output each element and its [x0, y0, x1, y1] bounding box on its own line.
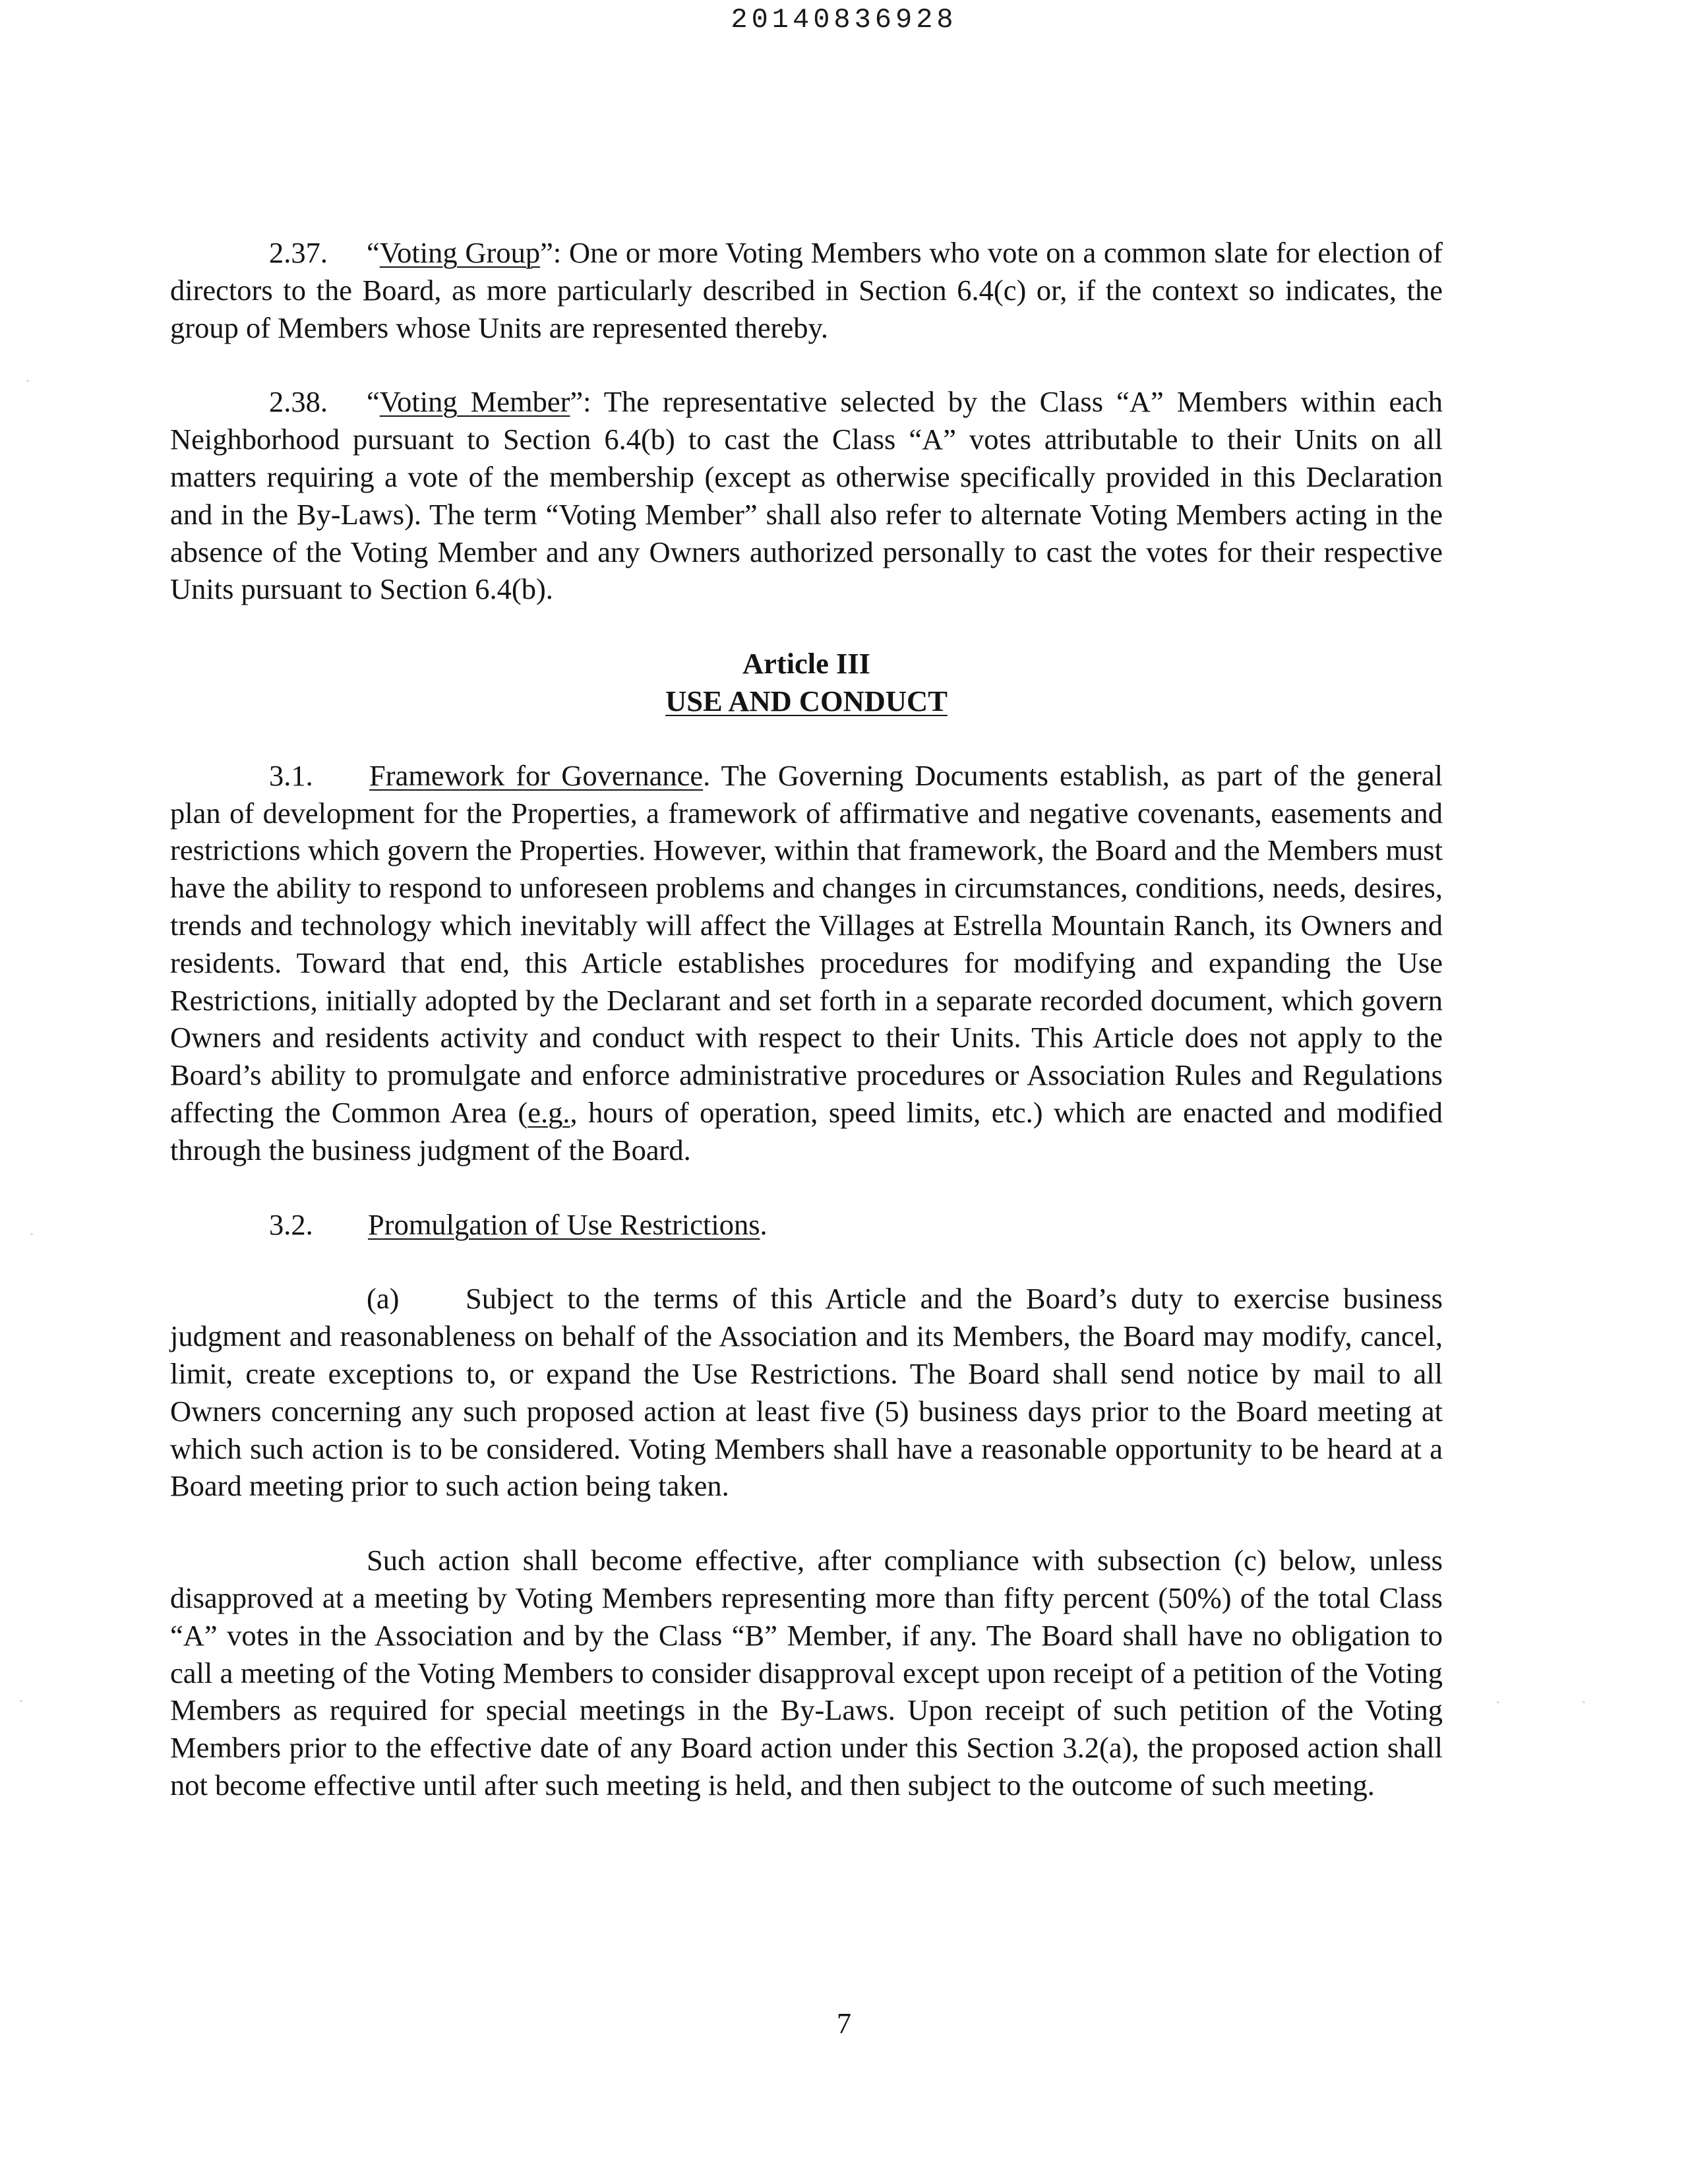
scan-speck: [1582, 1701, 1585, 1703]
section-number: 2.37.: [269, 236, 328, 269]
section-2-38: [170, 383, 1443, 608]
scan-speck: [1497, 1701, 1499, 1703]
subsection-label: (a): [367, 1282, 400, 1316]
quote-close: ”: [540, 236, 553, 269]
section-text-part-1: . The Governing Documents establish, as part of the general plan of development for the Properties, a framework of affirmative and negative covenants, easements and restrictions which govern the Properties. However, within that framework, the Board and the Members must have the ability to respond to unforeseen problems and changes in circumstances, conditions, needs, desires, trends and technology which inevitably will affect the Villages at Estrella Mountain Ranch, its Owners and residents. Toward that end, this Article establishes procedures for modifying and expanding the Use Restrictions, initially adopted by the Declarant and set forth in a separate recorded document, which govern Owners and residents activity and conduct with respect to their Units. This Article does not apply to the Board’s ability to promulgate and enforce administrative procedures or Association Rules and Regulations affecting the Common Area (: [170, 758, 1443, 1129]
quote-open: “: [367, 236, 380, 269]
section-number: 2.38.: [269, 385, 328, 419]
section-3-1: [170, 757, 1443, 1169]
article-title: USE AND CONDUCT: [665, 684, 948, 717]
page-number: 7: [836, 2007, 852, 2040]
section-text-part-2: , hours of operation, speed limits, etc.) which are enacted and modified through the business judgment of the Board.: [170, 1095, 1443, 1167]
quote-open: “: [367, 385, 380, 419]
document-body: [170, 234, 1443, 1841]
section-number: 3.2.: [269, 1207, 313, 1241]
section-title-framework-for-governance: Framework for Governance: [369, 758, 704, 792]
article-heading: [170, 645, 1443, 720]
scan-speck: [30, 1233, 33, 1235]
section-text: : One or more Voting Members who vote on a common slate for election of directors to the Board, as more particularly described in Section 6.4(c) or, if the context so indicates, the group of Members whose Units are represented thereby.: [170, 236, 1443, 344]
recording-number: 20140836928: [731, 4, 957, 36]
section-title-period: .: [760, 1207, 768, 1241]
scan-speck: [20, 1700, 22, 1702]
section-text: : The representative selected by the Class “A” Members within each Neighborhood pursuant to Section 6.4(b) to cast the Class “A” votes attributable to their Units on all matters requiring a vote of the membership (except as otherwise specifically provided in this Declaration and in the By-Laws). The term “Voting Member” shall also refer to alternate Voting Members acting in the absence of the Voting Member and any Owners authorized personally to cast the votes for their respective Units pursuant to Section 6.4(b).: [170, 385, 1443, 606]
defined-term-voting-group: Voting Group: [379, 236, 541, 269]
subsection-3-2-a-effective: [170, 1542, 1443, 1804]
section-number: 3.1.: [269, 758, 313, 792]
section-2-37: [170, 234, 1443, 346]
section-title-promulgation-of-use-restrictions: Promulgation of Use Restrictions: [368, 1207, 760, 1241]
quote-close: ”: [570, 385, 584, 419]
defined-term-voting-member: Voting Member: [379, 385, 570, 419]
subsection-text: Such action shall become effective, after compliance with subsection (c) below, unless disapproved at a meeting by Voting Members representing more than fifty percent (50%) of the total Class “A” votes in the Association and by the Class “B” Member, if any. The Board shall have no obligation to call a meeting of the Voting Members to consider disapproval except upon receipt of a petition of the Voting Members as required for special meetings in the By-Laws. Upon receipt of such petition of the Voting Members prior to the effective date of any Board action under this Section 3.2(a), the proposed action shall not become effective until after such meeting is held, and then subject to the outcome of such meeting.: [170, 1544, 1443, 1802]
section-3-2: [170, 1206, 1443, 1244]
scan-speck: [26, 380, 29, 382]
subsection-3-2-a: [170, 1280, 1443, 1505]
subsection-text: Subject to the terms of this Article and the Board’s duty to exercise business judgment and reasonableness on behalf of the Association and its Members, the Board may modify, cancel, limit, create exceptions to, or expand the Use Restrictions. The Board shall send notice by mail to all Owners concerning any such proposed action at least five (5) business days prior to the Board meeting at which such action is to be considered. Voting Members shall have a reasonable opportunity to be heard at a Board meeting prior to such action being taken.: [170, 1282, 1443, 1503]
eg-abbreviation: e.g.: [528, 1095, 570, 1129]
article-label: Article III: [742, 647, 870, 681]
